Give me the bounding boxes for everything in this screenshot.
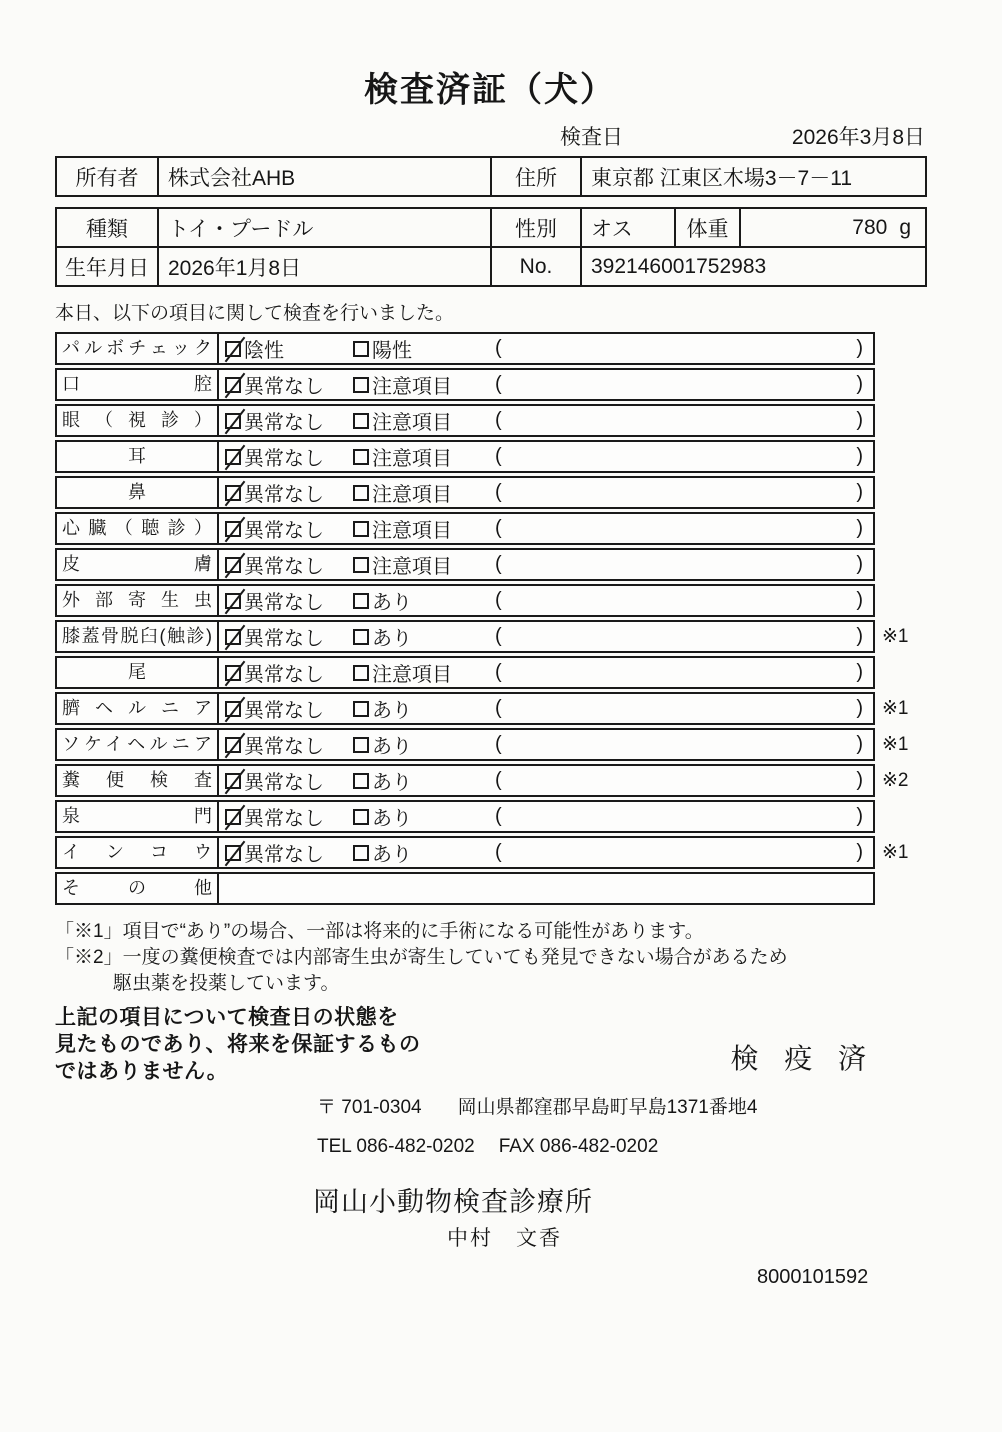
checklist-row bbox=[55, 368, 925, 401]
checkbox-label: 異常なし bbox=[244, 844, 324, 866]
result-option-normal bbox=[225, 802, 353, 831]
checklist-row-box bbox=[55, 656, 875, 689]
checklist-item-label: 泉門 bbox=[57, 802, 219, 831]
result-option-attention bbox=[353, 442, 495, 471]
checkbox-icon[interactable] bbox=[225, 629, 241, 645]
remarks-blank-field bbox=[495, 697, 873, 720]
owner-value: 株式会社AHB bbox=[158, 157, 491, 196]
checkbox-label: あり bbox=[372, 736, 412, 758]
checkbox-label: 異常なし bbox=[244, 772, 324, 794]
remarks-blank-field bbox=[495, 769, 873, 792]
checklist-row-box bbox=[55, 584, 875, 617]
footnote-marker bbox=[875, 548, 925, 581]
inspection-date-value: 2026年3月8日 bbox=[791, 126, 925, 149]
checklist-row bbox=[55, 800, 925, 833]
checklist-row bbox=[55, 656, 925, 689]
statement-line-1: 上記の項目について検査日の状態を bbox=[55, 1006, 399, 1029]
checklist-row-content bbox=[219, 478, 873, 507]
intro-text: 本日、以下の項目に関して検査を行いました。 bbox=[55, 303, 455, 324]
checkbox-icon[interactable] bbox=[353, 521, 369, 537]
checklist-row-box bbox=[55, 872, 875, 905]
checklist-row bbox=[55, 872, 925, 905]
checkbox-icon[interactable] bbox=[225, 701, 241, 717]
checklist-row bbox=[55, 332, 925, 365]
checklist-row bbox=[55, 512, 925, 545]
close-paren: ) bbox=[856, 409, 863, 431]
clinic-postal-code: 〒 701-0304 bbox=[317, 1097, 422, 1118]
checklist-item-label: 皮膚 bbox=[57, 550, 219, 579]
checklist-row bbox=[55, 692, 925, 725]
checklist-row-content bbox=[219, 694, 873, 723]
checkbox-icon[interactable] bbox=[225, 377, 241, 393]
remarks-blank-field bbox=[495, 553, 873, 576]
checkbox-label: 異常なし bbox=[244, 736, 324, 758]
checklist-row-box bbox=[55, 692, 875, 725]
checklist-row-box bbox=[55, 800, 875, 833]
checkbox-label: 注意項目 bbox=[372, 520, 452, 542]
checkbox-icon[interactable] bbox=[353, 773, 369, 789]
close-paren: ) bbox=[856, 553, 863, 575]
result-option-normal bbox=[225, 514, 353, 543]
result-option-normal bbox=[225, 586, 353, 615]
checklist-row-box bbox=[55, 440, 875, 473]
remarks-blank-field bbox=[495, 805, 873, 828]
checklist-row-box bbox=[55, 548, 875, 581]
checklist-row bbox=[55, 836, 925, 869]
checklist-row-content bbox=[219, 730, 873, 759]
remarks-blank-field bbox=[495, 589, 873, 612]
clinic-tel: TEL 086-482-0202 bbox=[317, 1136, 475, 1157]
inspection-date-row bbox=[55, 121, 925, 151]
close-paren: ) bbox=[856, 373, 863, 395]
result-option-normal bbox=[225, 550, 353, 579]
checkbox-icon[interactable] bbox=[353, 665, 369, 681]
checklist-row-content bbox=[219, 874, 873, 903]
owner-address-label: 住所 bbox=[491, 157, 581, 196]
checklist-row-content bbox=[219, 334, 873, 363]
checkbox-label: 異常なし bbox=[244, 664, 324, 686]
remarks-blank-field bbox=[495, 661, 873, 684]
footnote-marker bbox=[875, 584, 925, 617]
open-paren: ( bbox=[495, 409, 502, 431]
open-paren: ( bbox=[495, 733, 502, 755]
checkbox-label: 異常なし bbox=[244, 628, 324, 650]
owner-row bbox=[56, 157, 926, 196]
result-option-normal bbox=[225, 838, 353, 867]
open-paren: ( bbox=[495, 373, 502, 395]
statement-row bbox=[55, 1004, 925, 1085]
close-paren: ) bbox=[856, 661, 863, 683]
open-paren: ( bbox=[495, 805, 502, 827]
checkbox-icon[interactable] bbox=[225, 737, 241, 753]
clinic-address-line bbox=[317, 1092, 925, 1119]
remarks-blank-field bbox=[495, 841, 873, 864]
result-option-attention bbox=[353, 730, 495, 759]
checklist-item-label: 心臓（聴診） bbox=[57, 514, 219, 543]
result-option-attention bbox=[353, 622, 495, 651]
checklist-row-content bbox=[219, 622, 873, 651]
sex-label: 性別 bbox=[491, 208, 581, 247]
checkbox-icon[interactable] bbox=[225, 773, 241, 789]
checkbox-icon[interactable] bbox=[353, 413, 369, 429]
weight-number: 780 bbox=[852, 215, 888, 239]
close-paren: ) bbox=[856, 733, 863, 755]
remarks-blank-field bbox=[495, 625, 873, 648]
checkbox-icon[interactable] bbox=[353, 557, 369, 573]
checklist-item-label: 眼（視診） bbox=[57, 406, 219, 435]
checklist-item-label: 臍ヘルニア bbox=[57, 694, 219, 723]
checkbox-label: 注意項目 bbox=[372, 448, 452, 470]
checkbox-label: 注意項目 bbox=[372, 376, 452, 398]
certificate-page bbox=[55, 0, 925, 1289]
remarks-blank-field bbox=[495, 409, 873, 432]
breed-label: 種類 bbox=[56, 208, 158, 247]
checklist-row bbox=[55, 728, 925, 761]
checklist-row-box bbox=[55, 764, 875, 797]
remarks-blank-field bbox=[495, 373, 873, 396]
disclaimer-statement bbox=[55, 1004, 421, 1085]
checklist-item-label: 外部寄生虫 bbox=[57, 586, 219, 615]
breed-value: トイ・プードル bbox=[158, 208, 491, 247]
checklist-item-label: 鼻 bbox=[57, 478, 219, 507]
checkbox-label: あり bbox=[372, 844, 412, 866]
checklist-row-content bbox=[219, 442, 873, 471]
checkbox-icon[interactable] bbox=[225, 593, 241, 609]
close-paren: ) bbox=[856, 589, 863, 611]
owner-address-value: 東京都 江東区木場3－7－11 bbox=[581, 157, 926, 196]
result-option-attention bbox=[353, 802, 495, 831]
footnote-marker bbox=[875, 332, 925, 365]
checkbox-icon[interactable] bbox=[353, 377, 369, 393]
remarks-blank-field bbox=[495, 517, 873, 540]
checkbox-label: 異常なし bbox=[244, 592, 324, 614]
close-paren: ) bbox=[856, 517, 863, 539]
checklist-row-content bbox=[219, 514, 873, 543]
footnote-marker bbox=[875, 476, 925, 509]
result-option-attention bbox=[353, 478, 495, 507]
open-paren: ( bbox=[495, 841, 502, 863]
checklist-row bbox=[55, 764, 925, 797]
serial-number: 8000101592 bbox=[757, 1266, 869, 1288]
statement-line-3: ではありません。 bbox=[55, 1060, 229, 1083]
checkbox-label: あり bbox=[372, 700, 412, 722]
result-option-normal bbox=[225, 334, 353, 363]
open-paren: ( bbox=[495, 661, 502, 683]
quarantine-passed-stamp: 検 疫 済 bbox=[730, 1043, 875, 1074]
weight-unit: g bbox=[899, 215, 911, 239]
checklist-row bbox=[55, 476, 925, 509]
result-option-normal bbox=[225, 370, 353, 399]
checkbox-icon[interactable] bbox=[353, 737, 369, 753]
page-title: 検査済証（犬） bbox=[364, 71, 616, 109]
checklist-row-content bbox=[219, 550, 873, 579]
checklist-item-label: 尾 bbox=[57, 658, 219, 687]
checklist-row bbox=[55, 548, 925, 581]
open-paren: ( bbox=[495, 769, 502, 791]
checklist-item-label: ソケイヘルニア bbox=[57, 730, 219, 759]
pet-row-2 bbox=[56, 247, 926, 286]
result-option-normal bbox=[225, 658, 353, 687]
open-paren: ( bbox=[495, 337, 502, 359]
checkbox-label: 異常なし bbox=[244, 556, 324, 578]
open-paren: ( bbox=[495, 445, 502, 467]
checkbox-label: あり bbox=[372, 772, 412, 794]
checkbox-icon[interactable] bbox=[353, 629, 369, 645]
footnote-marker bbox=[875, 512, 925, 545]
footnote-marker: ※1 bbox=[882, 842, 909, 863]
result-option-normal bbox=[225, 406, 353, 435]
checklist-row-box bbox=[55, 728, 875, 761]
checkbox-label: 異常なし bbox=[244, 520, 324, 542]
open-paren: ( bbox=[495, 517, 502, 539]
result-option-attention bbox=[353, 370, 495, 399]
close-paren: ) bbox=[856, 769, 863, 791]
checkbox-label: 異常なし bbox=[244, 700, 324, 722]
checklist-item-label: 耳 bbox=[57, 442, 219, 471]
checkbox-icon[interactable] bbox=[353, 701, 369, 717]
birth-value: 2026年1月8日 bbox=[158, 247, 491, 286]
checkbox-label: 異常なし bbox=[244, 376, 324, 398]
remarks-blank-field bbox=[495, 337, 873, 360]
footnote-marker: ※1 bbox=[882, 626, 909, 647]
checkbox-label: あり bbox=[372, 808, 412, 830]
weight-label: 体重 bbox=[675, 208, 740, 247]
checkbox-icon[interactable] bbox=[225, 845, 241, 861]
checklist-row-content bbox=[219, 586, 873, 615]
checklist-item-label: インコウ bbox=[57, 838, 219, 867]
checkbox-icon[interactable] bbox=[225, 521, 241, 537]
close-paren: ) bbox=[856, 481, 863, 503]
checklist-item-label: 膝蓋骨脱臼(触診) bbox=[57, 622, 219, 651]
checkbox-label: 異常なし bbox=[244, 412, 324, 434]
result-option-normal bbox=[225, 442, 353, 471]
checkbox-label: 陰性 bbox=[244, 340, 284, 362]
checklist-row-box bbox=[55, 404, 875, 437]
footnote-marker bbox=[875, 872, 925, 905]
open-paren: ( bbox=[495, 697, 502, 719]
open-paren: ( bbox=[495, 589, 502, 611]
checkbox-icon[interactable] bbox=[225, 413, 241, 429]
checkbox-icon[interactable] bbox=[353, 809, 369, 825]
close-paren: ) bbox=[856, 841, 863, 863]
result-option-normal bbox=[225, 694, 353, 723]
result-option-attention bbox=[353, 694, 495, 723]
open-paren: ( bbox=[495, 481, 502, 503]
checklist-row-content bbox=[219, 406, 873, 435]
open-paren: ( bbox=[495, 625, 502, 647]
footnote-marker bbox=[875, 368, 925, 401]
checkbox-label: 陽性 bbox=[372, 340, 412, 362]
open-paren: ( bbox=[495, 553, 502, 575]
checkbox-icon[interactable] bbox=[225, 449, 241, 465]
checkbox-label: あり bbox=[372, 628, 412, 650]
checkbox-icon[interactable] bbox=[225, 665, 241, 681]
checkbox-icon[interactable] bbox=[225, 341, 241, 357]
result-option-normal bbox=[225, 478, 353, 507]
inspection-date-label: 検査日 bbox=[560, 126, 623, 149]
checkbox-label: 異常なし bbox=[244, 448, 324, 470]
statement-line-2: 見たものであり、将来を保証するもの bbox=[55, 1033, 421, 1056]
footnote-marker: ※1 bbox=[882, 698, 909, 719]
result-option-attention bbox=[353, 838, 495, 867]
result-option-attention bbox=[353, 514, 495, 543]
checkbox-icon[interactable] bbox=[225, 485, 241, 501]
checklist-row-box bbox=[55, 476, 875, 509]
checklist-row-box bbox=[55, 512, 875, 545]
checkbox-label: 異常なし bbox=[244, 808, 324, 830]
checklist-row bbox=[55, 620, 925, 653]
checklist-item-label: その他 bbox=[57, 874, 219, 903]
remarks-blank-field bbox=[495, 481, 873, 504]
checkbox-label: 異常なし bbox=[244, 484, 324, 506]
checklist-row-content bbox=[219, 802, 873, 831]
close-paren: ) bbox=[856, 625, 863, 647]
footnote-1: 「※1」項目で“あり”の場合、一部は将来的に手術になる可能性があります。 bbox=[55, 921, 704, 942]
checkbox-label: 注意項目 bbox=[372, 484, 452, 506]
clinic-name: 岡山小動物検査診療所 bbox=[313, 1187, 593, 1217]
checklist-table bbox=[55, 332, 925, 905]
clinic-fax: FAX 086-482-0202 bbox=[498, 1136, 659, 1157]
checkbox-icon[interactable] bbox=[353, 449, 369, 465]
pet-row-1 bbox=[56, 208, 926, 247]
checkbox-icon[interactable] bbox=[225, 557, 241, 573]
checklist-row bbox=[55, 584, 925, 617]
result-option-attention bbox=[353, 406, 495, 435]
clinic-address: 岡山県都窪郡早島町早島1371番地4 bbox=[457, 1097, 758, 1118]
checkbox-icon[interactable] bbox=[353, 593, 369, 609]
sex-value: オス bbox=[581, 208, 675, 247]
checkbox-icon[interactable] bbox=[353, 485, 369, 501]
checklist-row-content bbox=[219, 658, 873, 687]
checklist-item-label: パルボチェック bbox=[57, 334, 219, 363]
remarks-blank-field bbox=[495, 733, 873, 756]
weight-value bbox=[740, 208, 926, 247]
footnote-marker: ※1 bbox=[882, 734, 909, 755]
footnote-marker bbox=[875, 440, 925, 473]
checkbox-label: あり bbox=[372, 592, 412, 614]
result-option-attention bbox=[353, 658, 495, 687]
close-paren: ) bbox=[856, 445, 863, 467]
result-option-attention bbox=[353, 586, 495, 615]
birth-label: 生年月日 bbox=[56, 247, 158, 286]
result-option-attention bbox=[353, 766, 495, 795]
checkbox-label: 注意項目 bbox=[372, 412, 452, 434]
checklist-row-content bbox=[219, 370, 873, 399]
checklist-row bbox=[55, 440, 925, 473]
footnote-marker bbox=[875, 404, 925, 437]
checkbox-label: 注意項目 bbox=[372, 556, 452, 578]
checklist-row-box bbox=[55, 332, 875, 365]
checklist-row-box bbox=[55, 620, 875, 653]
checkbox-icon[interactable] bbox=[225, 809, 241, 825]
footnote-marker bbox=[875, 800, 925, 833]
footnote-marker bbox=[875, 656, 925, 689]
checkbox-label: 注意項目 bbox=[372, 664, 452, 686]
checklist-row-content bbox=[219, 838, 873, 867]
number-label: No. bbox=[491, 247, 581, 286]
result-option-attention bbox=[353, 550, 495, 579]
checklist-row bbox=[55, 404, 925, 437]
checklist-item-label: 口腔 bbox=[57, 370, 219, 399]
result-option-normal bbox=[225, 622, 353, 651]
remarks-blank-field bbox=[495, 445, 873, 468]
pet-table bbox=[55, 207, 927, 287]
result-option-normal bbox=[225, 766, 353, 795]
clinic-contact-line bbox=[317, 1136, 925, 1158]
checkbox-icon[interactable] bbox=[353, 845, 369, 861]
close-paren: ) bbox=[856, 805, 863, 827]
checklist-row-box bbox=[55, 836, 875, 869]
checklist-row-content bbox=[219, 766, 873, 795]
result-option-normal bbox=[225, 730, 353, 759]
close-paren: ) bbox=[856, 697, 863, 719]
result-option-attention bbox=[353, 334, 495, 363]
checklist-item-label: 糞便検査 bbox=[57, 766, 219, 795]
checklist-row-box bbox=[55, 368, 875, 401]
owner-table bbox=[55, 156, 927, 197]
footnote-2: 「※2」一度の糞便検査では内部寄生虫が寄生していても発見できない場合があるため bbox=[55, 947, 788, 968]
owner-label: 所有者 bbox=[56, 157, 158, 196]
footnote-marker: ※2 bbox=[882, 770, 909, 791]
footnote-2-continued: 駆虫薬を投薬しています。 bbox=[113, 973, 340, 994]
close-paren: ) bbox=[856, 337, 863, 359]
veterinarian-name: 中村 文香 bbox=[447, 1227, 562, 1250]
number-value: 392146001752983 bbox=[581, 247, 926, 286]
checkbox-icon[interactable] bbox=[353, 341, 369, 357]
